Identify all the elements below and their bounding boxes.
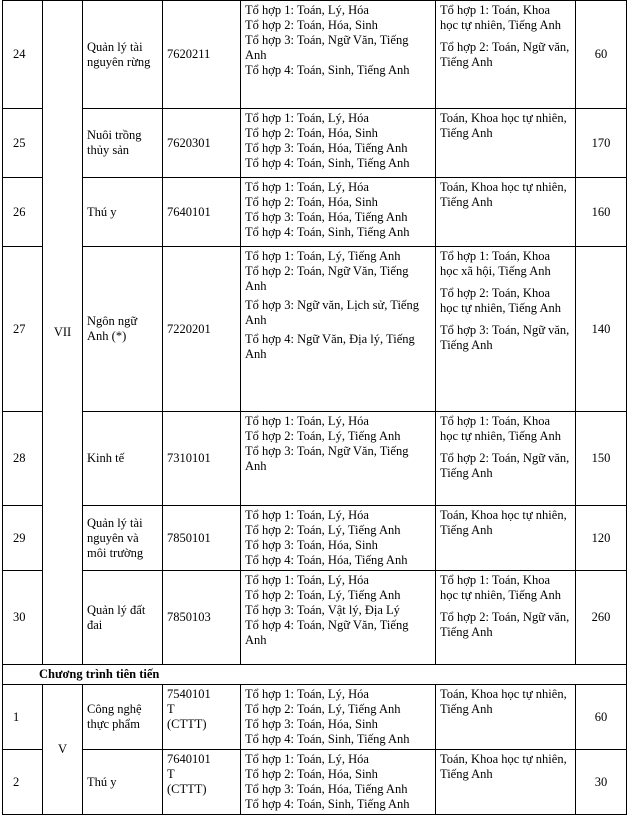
combo-line: Tổ hợp 3: Toán, Hóa, Tiếng Anh [245,782,408,796]
combo-line: Tổ hợp 1: Toán, Lý, Hóa [245,508,369,522]
quota: 160 [576,178,627,247]
combo-line: Tổ hợp 1: Toán, Lý, Hóa [245,752,369,766]
major-name: Công nghệ thực phẩm [83,685,163,750]
subject-combos [241,412,436,506]
row-stt: 30 [3,571,43,665]
alt-combos [436,750,576,815]
combo-line: Tổ hợp 1: Toán, Lý, Hóa [245,3,369,17]
alt-line: Toán, Khoa học tự nhiên, Tiếng Anh [440,180,567,209]
combo-line: Tổ hợp 4: Toán, Sinh, Tiếng Anh [245,732,410,746]
admission-table [2,0,627,815]
code-line: 7540101 [167,687,211,701]
alt-line: Tổ hợp 2: Toán, Khoa học tự nhiên, Tiếng Anh [440,286,562,315]
alt-line: Toán, Khoa học tự nhiên, Tiếng Anh [440,687,567,716]
alt-line: Tổ hợp 1: Toán, Khoa học tự nhiên, Tiếng Anh [440,573,562,602]
major-code: 7310101 [163,412,241,506]
combo-line: Tổ hợp 4: Toán, Sinh, Tiếng Anh [245,225,410,239]
row-stt: 26 [3,178,43,247]
code-line: T [167,767,175,781]
quota: 150 [576,412,627,506]
major-name: Kinh tế [83,412,163,506]
combo-line: Tổ hợp 2: Toán, Hóa, Sinh [245,18,378,32]
table-row [3,1,627,109]
row-stt: 25 [3,109,43,178]
quota: 60 [576,685,627,750]
combo-line: Tổ hợp 4: Ngữ Văn, Địa lý, Tiếng Anh [245,332,415,361]
quota: 60 [576,1,627,109]
major-code: 7850101 [163,506,241,571]
combo-line: Tổ hợp 4: Toán, Sinh, Tiếng Anh [245,797,410,811]
combo-line: Tổ hợp 1: Toán, Lý, Hóa [245,414,369,428]
table-row [3,750,627,815]
combo-line: Tổ hợp 4: Toán, Ngữ Văn, Tiếng Anh [245,618,409,647]
table-row [3,412,627,506]
group-label: V [57,742,68,756]
major-name: Quản lý tài nguyên rừng [83,1,163,109]
combo-line: Tổ hợp 4: Toán, Hóa, Tiếng Anh [245,553,408,567]
code-line: (CTTT) [167,717,207,731]
combo-line: Tổ hợp 3: Toán, Hóa, Tiếng Anh [245,141,408,155]
alt-line: Tổ hợp 1: Toán, Khoa học tự nhiên, Tiếng Anh [440,3,562,32]
alt-line: Tổ hợp 1: Toán, Khoa học xã hội, Tiếng Anh [440,249,551,278]
major-code: 7640101 [163,178,241,247]
combo-line: Tổ hợp 4: Toán, Sinh, Tiếng Anh [245,156,410,170]
combo-line: Tổ hợp 3: Toán, Hóa, Sinh [245,717,378,731]
row-stt: 1 [3,685,43,750]
alt-line: Tổ hợp 2: Toán, Ngữ văn, Tiếng Anh [440,40,570,69]
section-title: Chương trình tiên tiến [3,665,627,685]
alt-combos [436,506,576,571]
table-row [3,571,627,665]
major-name: Nuôi trồng thủy sản [83,109,163,178]
alt-combos [436,1,576,109]
combo-line: Tổ hợp 4: Toán, Sinh, Tiếng Anh [245,63,410,77]
quota: 140 [576,247,627,412]
section-row [3,665,627,685]
subject-combos [241,109,436,178]
alt-combos [436,109,576,178]
quota: 30 [576,750,627,815]
major-code: 7220201 [163,247,241,412]
alt-line: Tổ hợp 2: Toán, Ngữ văn, Tiếng Anh [440,451,570,480]
combo-line: Tổ hợp 3: Toán, Vật lý, Địa Lý [245,603,400,617]
combo-line: Tổ hợp 2: Toán, Hóa, Sinh [245,767,378,781]
major-code: 7620211 [163,1,241,109]
alt-line: Tổ hợp 2: Toán, Ngữ văn, Tiếng Anh [440,610,570,639]
row-stt: 2 [3,750,43,815]
combo-line: Tổ hợp 1: Toán, Lý, Hóa [245,180,369,194]
subject-combos [241,247,436,412]
row-stt: 27 [3,247,43,412]
combo-line: Tổ hợp 3: Ngữ văn, Lịch sử, Tiếng Anh [245,298,419,327]
alt-combos [436,571,576,665]
subject-combos [241,178,436,247]
major-name: Quản lý tài nguyên và môi trường [83,506,163,571]
combo-line: Tổ hợp 3: Toán, Ngữ Văn, Tiếng Anh [245,33,409,62]
combo-line: Tổ hợp 2: Toán, Ngữ Văn, Tiếng Anh [245,264,409,293]
combo-line: Tổ hợp 1: Toán, Lý, Hóa [245,111,369,125]
subject-combos [241,750,436,815]
combo-line: Tổ hợp 2: Toán, Lý, Tiếng Anh [245,588,401,602]
alt-line: Tổ hợp 1: Toán, Khoa học tự nhiên, Tiếng Anh [440,414,562,443]
alt-line: Tổ hợp 3: Toán, Ngữ văn, Tiếng Anh [440,323,570,352]
major-code: 7620301 [163,109,241,178]
table-row [3,109,627,178]
quota: 260 [576,571,627,665]
code-line: (CTTT) [167,782,207,796]
table-row [3,247,627,412]
combo-line: Tổ hợp 1: Toán, Lý, Hóa [245,573,369,587]
subject-combos [241,571,436,665]
table-row [3,506,627,571]
combo-line: Tổ hợp 3: Toán, Ngữ Văn, Tiếng Anh [245,444,409,473]
code-line: T [167,702,175,716]
major-name: Ngôn ngữ Anh (*) [83,247,163,412]
row-stt: 24 [3,1,43,109]
subject-combos [241,506,436,571]
group-cell-v [43,685,83,815]
alt-combos [436,685,576,750]
alt-line: Toán, Khoa học tự nhiên, Tiếng Anh [440,111,567,140]
combo-line: Tổ hợp 1: Toán, Lý, Hóa [245,687,369,701]
table-row [3,178,627,247]
alt-combos [436,412,576,506]
quota: 170 [576,109,627,178]
alt-combos [436,178,576,247]
table-row [3,685,627,750]
quota: 120 [576,506,627,571]
major-code [163,750,241,815]
alt-line: Toán, Khoa học tự nhiên, Tiếng Anh [440,508,567,537]
code-line: 7640101 [167,752,211,766]
major-name: Thú y [83,750,163,815]
major-code [163,685,241,750]
group-label: VII [53,325,72,339]
combo-line: Tổ hợp 2: Toán, Hóa, Sinh [245,126,378,140]
combo-line: Tổ hợp 2: Toán, Lý, Tiếng Anh [245,523,401,537]
alt-line: Toán, Khoa học tự nhiên, Tiếng Anh [440,752,567,781]
alt-combos [436,247,576,412]
combo-line: Tổ hợp 3: Toán, Hóa, Sinh [245,538,378,552]
major-name: Thú y [83,178,163,247]
row-stt: 29 [3,506,43,571]
combo-line: Tổ hợp 3: Toán, Hóa, Tiếng Anh [245,210,408,224]
combo-line: Tổ hợp 1: Toán, Lý, Tiếng Anh [245,249,401,263]
subject-combos [241,685,436,750]
combo-line: Tổ hợp 2: Toán, Lý, Tiếng Anh [245,702,401,716]
subject-combos [241,1,436,109]
combo-line: Tổ hợp 2: Toán, Hóa, Sinh [245,195,378,209]
major-code: 7850103 [163,571,241,665]
major-name: Quản lý đất đai [83,571,163,665]
group-cell-vii [43,1,83,665]
combo-line: Tổ hợp 2: Toán, Lý, Tiếng Anh [245,429,401,443]
row-stt: 28 [3,412,43,506]
